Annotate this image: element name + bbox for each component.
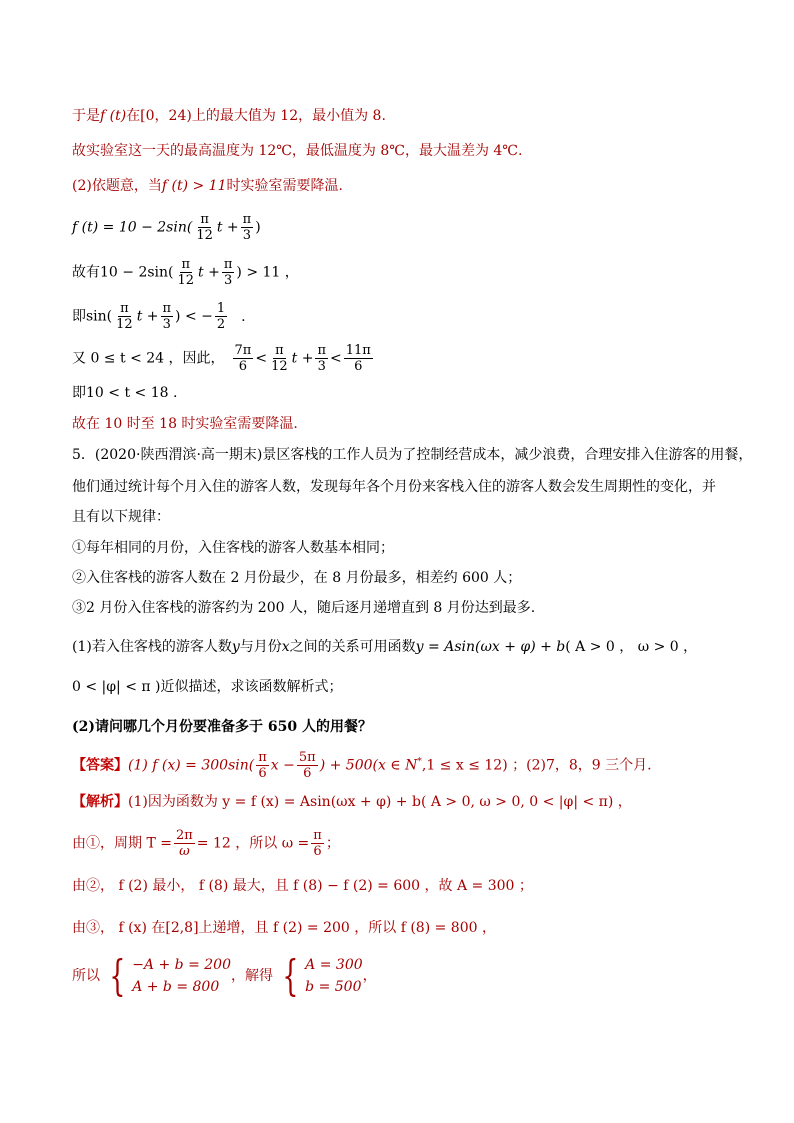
- math: f (t) = 10 − 2sin(: [72, 219, 193, 236]
- brace-glyph: {: [282, 951, 299, 1000]
- fraction: [344, 343, 373, 374]
- fraction: [174, 828, 195, 859]
- math: 又 0 ≤ t < 24 ，因此，: [72, 350, 225, 367]
- den: 2: [216, 317, 226, 332]
- fraction: [297, 750, 318, 781]
- solution-line-5: [72, 951, 377, 1000]
- fraction: [215, 301, 227, 332]
- math: y = Asin(ωx + φ) + b: [415, 639, 566, 655]
- question-5-line-1: 5．(2020·陕西渭滨·高一期末)景区客栈的工作人员为了控制经营成本，减少浪费，合理安排入住游客的用餐，: [72, 447, 753, 463]
- solution-line-1: [72, 792, 632, 812]
- text: 所以: [72, 968, 100, 984]
- math: (1)因为函数为 y = f (x) = Asin(ωx + φ) + b( A > 0, ω > 0, 0 < |φ| < π) ，: [128, 794, 632, 810]
- equation: b = 500: [305, 979, 362, 995]
- math: ) < −: [175, 308, 213, 325]
- fraction: [241, 212, 254, 243]
- num: π: [242, 212, 252, 227]
- equation: A = 300: [305, 957, 363, 973]
- num: 5π: [298, 750, 316, 765]
- math: 即sin(: [72, 308, 113, 325]
- text: 之间的关系可用函数: [289, 639, 416, 655]
- math-sup: *: [417, 756, 422, 767]
- fraction: [114, 301, 135, 332]
- formula-result: 即10 < t < 18 .: [72, 385, 178, 401]
- fraction: [222, 257, 235, 288]
- math: <: [329, 350, 342, 367]
- formula-inequality-2: [72, 301, 246, 332]
- fraction: [194, 212, 215, 243]
- math: .: [241, 308, 246, 325]
- rule-3: ③2 月份入住客栈的游客约为 200 人，随后逐月递增直到 8 月份达到最多.: [72, 600, 536, 616]
- solution-line-2: [72, 828, 340, 859]
- num: π: [317, 343, 326, 358]
- text: ( A > 0 ， ω > 0 ，: [565, 639, 698, 655]
- formula-inequality-1: [72, 257, 299, 288]
- answer-line: [72, 750, 652, 781]
- text: (1)若入住客栈的游客人数: [72, 639, 232, 655]
- text: ，: [362, 968, 377, 984]
- den: 3: [223, 273, 233, 288]
- math: ): [255, 219, 261, 236]
- question-part-2: (2)请问哪几个月份要准备多于 650 人的用餐？: [72, 719, 372, 735]
- math: t +: [136, 308, 159, 325]
- math: t +: [291, 350, 314, 367]
- num: 1: [216, 301, 226, 316]
- math-ft: f (t): [100, 108, 127, 124]
- den: 6: [313, 844, 322, 859]
- math: y: [231, 639, 240, 655]
- math: ) > 11 ，: [236, 264, 299, 281]
- den: 6: [354, 359, 363, 374]
- solution-line-3: 由②， f (2) 最小， f (8) 最大，且 f (8) − f (2) = 600 ，故 A = 300 ；: [72, 878, 533, 894]
- line-part2-intro: [72, 176, 343, 196]
- question-5-line-2: 他们通过统计每个月入住的游客人数，发现每年各个月份来客栈入住的游客人数会发生周期性的变化，并: [72, 479, 716, 495]
- den: 3: [162, 317, 171, 332]
- num: π: [313, 828, 322, 843]
- den: 12: [271, 359, 288, 374]
- math-expr: f (t) > 11: [161, 178, 227, 194]
- den: 6: [238, 359, 248, 374]
- math: t +: [198, 264, 220, 281]
- math: ) + 500(x ∈ N: [319, 757, 418, 774]
- question-part-1: [72, 637, 697, 657]
- den: 3: [317, 359, 326, 374]
- num: 11π: [345, 343, 371, 358]
- math: x: [281, 639, 290, 655]
- den: 12: [177, 273, 195, 288]
- line-temperature: 故实验室这一天的最高温度为 12℃，最低温度为 8℃，最大温差为 4℃.: [72, 143, 523, 159]
- den: 6: [258, 766, 267, 781]
- text: (2)依题意，当: [72, 178, 162, 194]
- line-max-min: [72, 106, 386, 126]
- num: π: [258, 750, 267, 765]
- text: ，解得: [230, 968, 273, 984]
- math: 由①，周期 T =: [72, 835, 172, 852]
- num: π: [223, 257, 233, 272]
- text: 于是: [72, 108, 100, 124]
- den: ω: [179, 844, 190, 859]
- question-part-1-cont: 0 < |φ| < π )近似描述，求该函数解析式；: [72, 679, 343, 695]
- math: <: [255, 350, 268, 367]
- math: x −: [270, 757, 295, 774]
- fraction: [233, 343, 254, 374]
- brace-glyph: {: [109, 951, 126, 1000]
- equation: A + b = 800: [132, 979, 220, 995]
- equation: −A + b = 200: [132, 957, 231, 973]
- fraction: [311, 828, 324, 859]
- math: t +: [216, 219, 239, 236]
- num: π: [120, 301, 129, 316]
- solution-line-4: 由③， f (x) 在[2,8]上递增，且 f (2) = 200 ，所以 f (8) = 800 ，: [72, 920, 496, 936]
- math: 故有10 − 2sin(: [72, 264, 174, 281]
- formula-range: [72, 343, 375, 374]
- num: π: [275, 343, 284, 358]
- num: π: [200, 212, 209, 227]
- equation-system-2: [277, 951, 363, 1000]
- math: (1) f (x) = 300sin(: [128, 757, 255, 774]
- text: 与月份: [239, 639, 282, 655]
- fraction: [176, 257, 197, 288]
- solution-tag: 【解析】: [72, 794, 128, 810]
- fraction: [256, 750, 269, 781]
- num: π: [162, 301, 172, 316]
- den: 12: [196, 228, 213, 243]
- fraction: [315, 343, 328, 374]
- text: 在[0，24)上的最大值为 12，最小值为 8.: [126, 108, 386, 124]
- math: = 12 ，所以 ω =: [196, 835, 310, 852]
- num: π: [181, 257, 191, 272]
- den: 6: [303, 766, 312, 781]
- equation-system-1: [104, 951, 231, 1000]
- line-conclusion: 故在 10 时至 18 时实验室需要降温.: [72, 416, 298, 432]
- math: ；: [325, 835, 340, 852]
- fraction: [269, 343, 290, 374]
- num: 2π: [175, 828, 193, 843]
- math: ,1 ≤ x ≤ 12) ；(2)7，8，9 三个月.: [421, 757, 652, 774]
- text: 时实验室需要降温.: [226, 178, 343, 194]
- answer-tag: 【答案】: [72, 757, 128, 774]
- rule-1: ①每年相同的月份，入住客栈的游客人数基本相同；: [72, 540, 394, 556]
- den: 3: [242, 228, 252, 243]
- question-5-line-3: 且有以下规律：: [72, 509, 170, 525]
- formula-ft: [72, 212, 261, 243]
- den: 12: [116, 317, 133, 332]
- num: 7π: [234, 343, 252, 358]
- fraction: [161, 301, 174, 332]
- rule-2: ②入住客栈的游客人数在 2 月份最少，在 8 月份最多，相差约 600 人；: [72, 570, 522, 586]
